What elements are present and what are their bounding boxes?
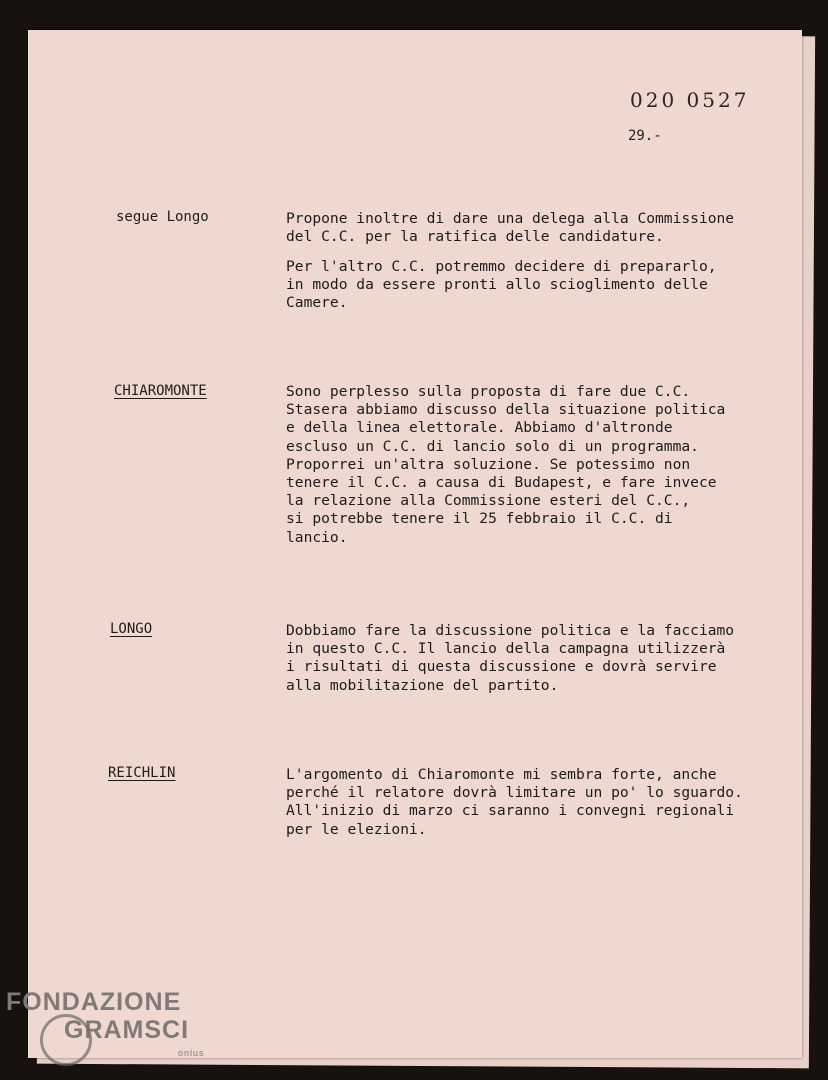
paragraph: Sono perplesso sulla proposta di fare due C.C. Stasera abbiamo discusso della situazione politica e della linea elettorale. Abbiamo d'altronde escluso un C.C. di lancio solo di un programma. Proporrei un'altra soluzione. Se potessimo non tenere il C.C. a causa di Budapest, e fare invece la relazione alla Commissione esteri del C.C., si potrebbe tenere il 25 febbraio il C.C. di lancio.: [286, 383, 726, 546]
speaker-chiaromonte: CHIAROMONTE: [114, 383, 207, 399]
paragraph: Propone inoltre di dare una delega alla Commissione del C.C. per la ratifica delle candidature.: [286, 210, 735, 246]
fondazione-gramsci-watermark: FONDAZIONE GRAMSCI onlus: [6, 988, 189, 1044]
archive-number: 020 0527: [630, 88, 750, 112]
document-page: [28, 30, 802, 1058]
paragraph: L'argomento di Chiaromonte mi sembra forte, anche perché il relatore dovrà limitare un po' lo sguardo. All'inizio di marzo ci saranno i convegni regionali per le elezioni.: [286, 766, 743, 838]
speaker-longo: LONGO: [110, 621, 153, 637]
paragraph: Per l'altro C.C. potremmo decidere di prepararlo, in modo da essere pronti allo scioglimento delle Camere.: [286, 258, 717, 312]
paragraph: Dobbiamo fare la discussione politica e la facciamo in questo C.C. Il lancio della campagna utilizzerà i risultati di questa discussione e dovrà servire alla mobilitazione del partito.: [286, 622, 735, 694]
speaker-segue-longo: segue Longo: [116, 209, 209, 225]
page-number: 29.-: [628, 128, 662, 144]
watermark-ring: [40, 1014, 92, 1066]
speaker-reichlin: REICHLIN: [108, 765, 176, 781]
